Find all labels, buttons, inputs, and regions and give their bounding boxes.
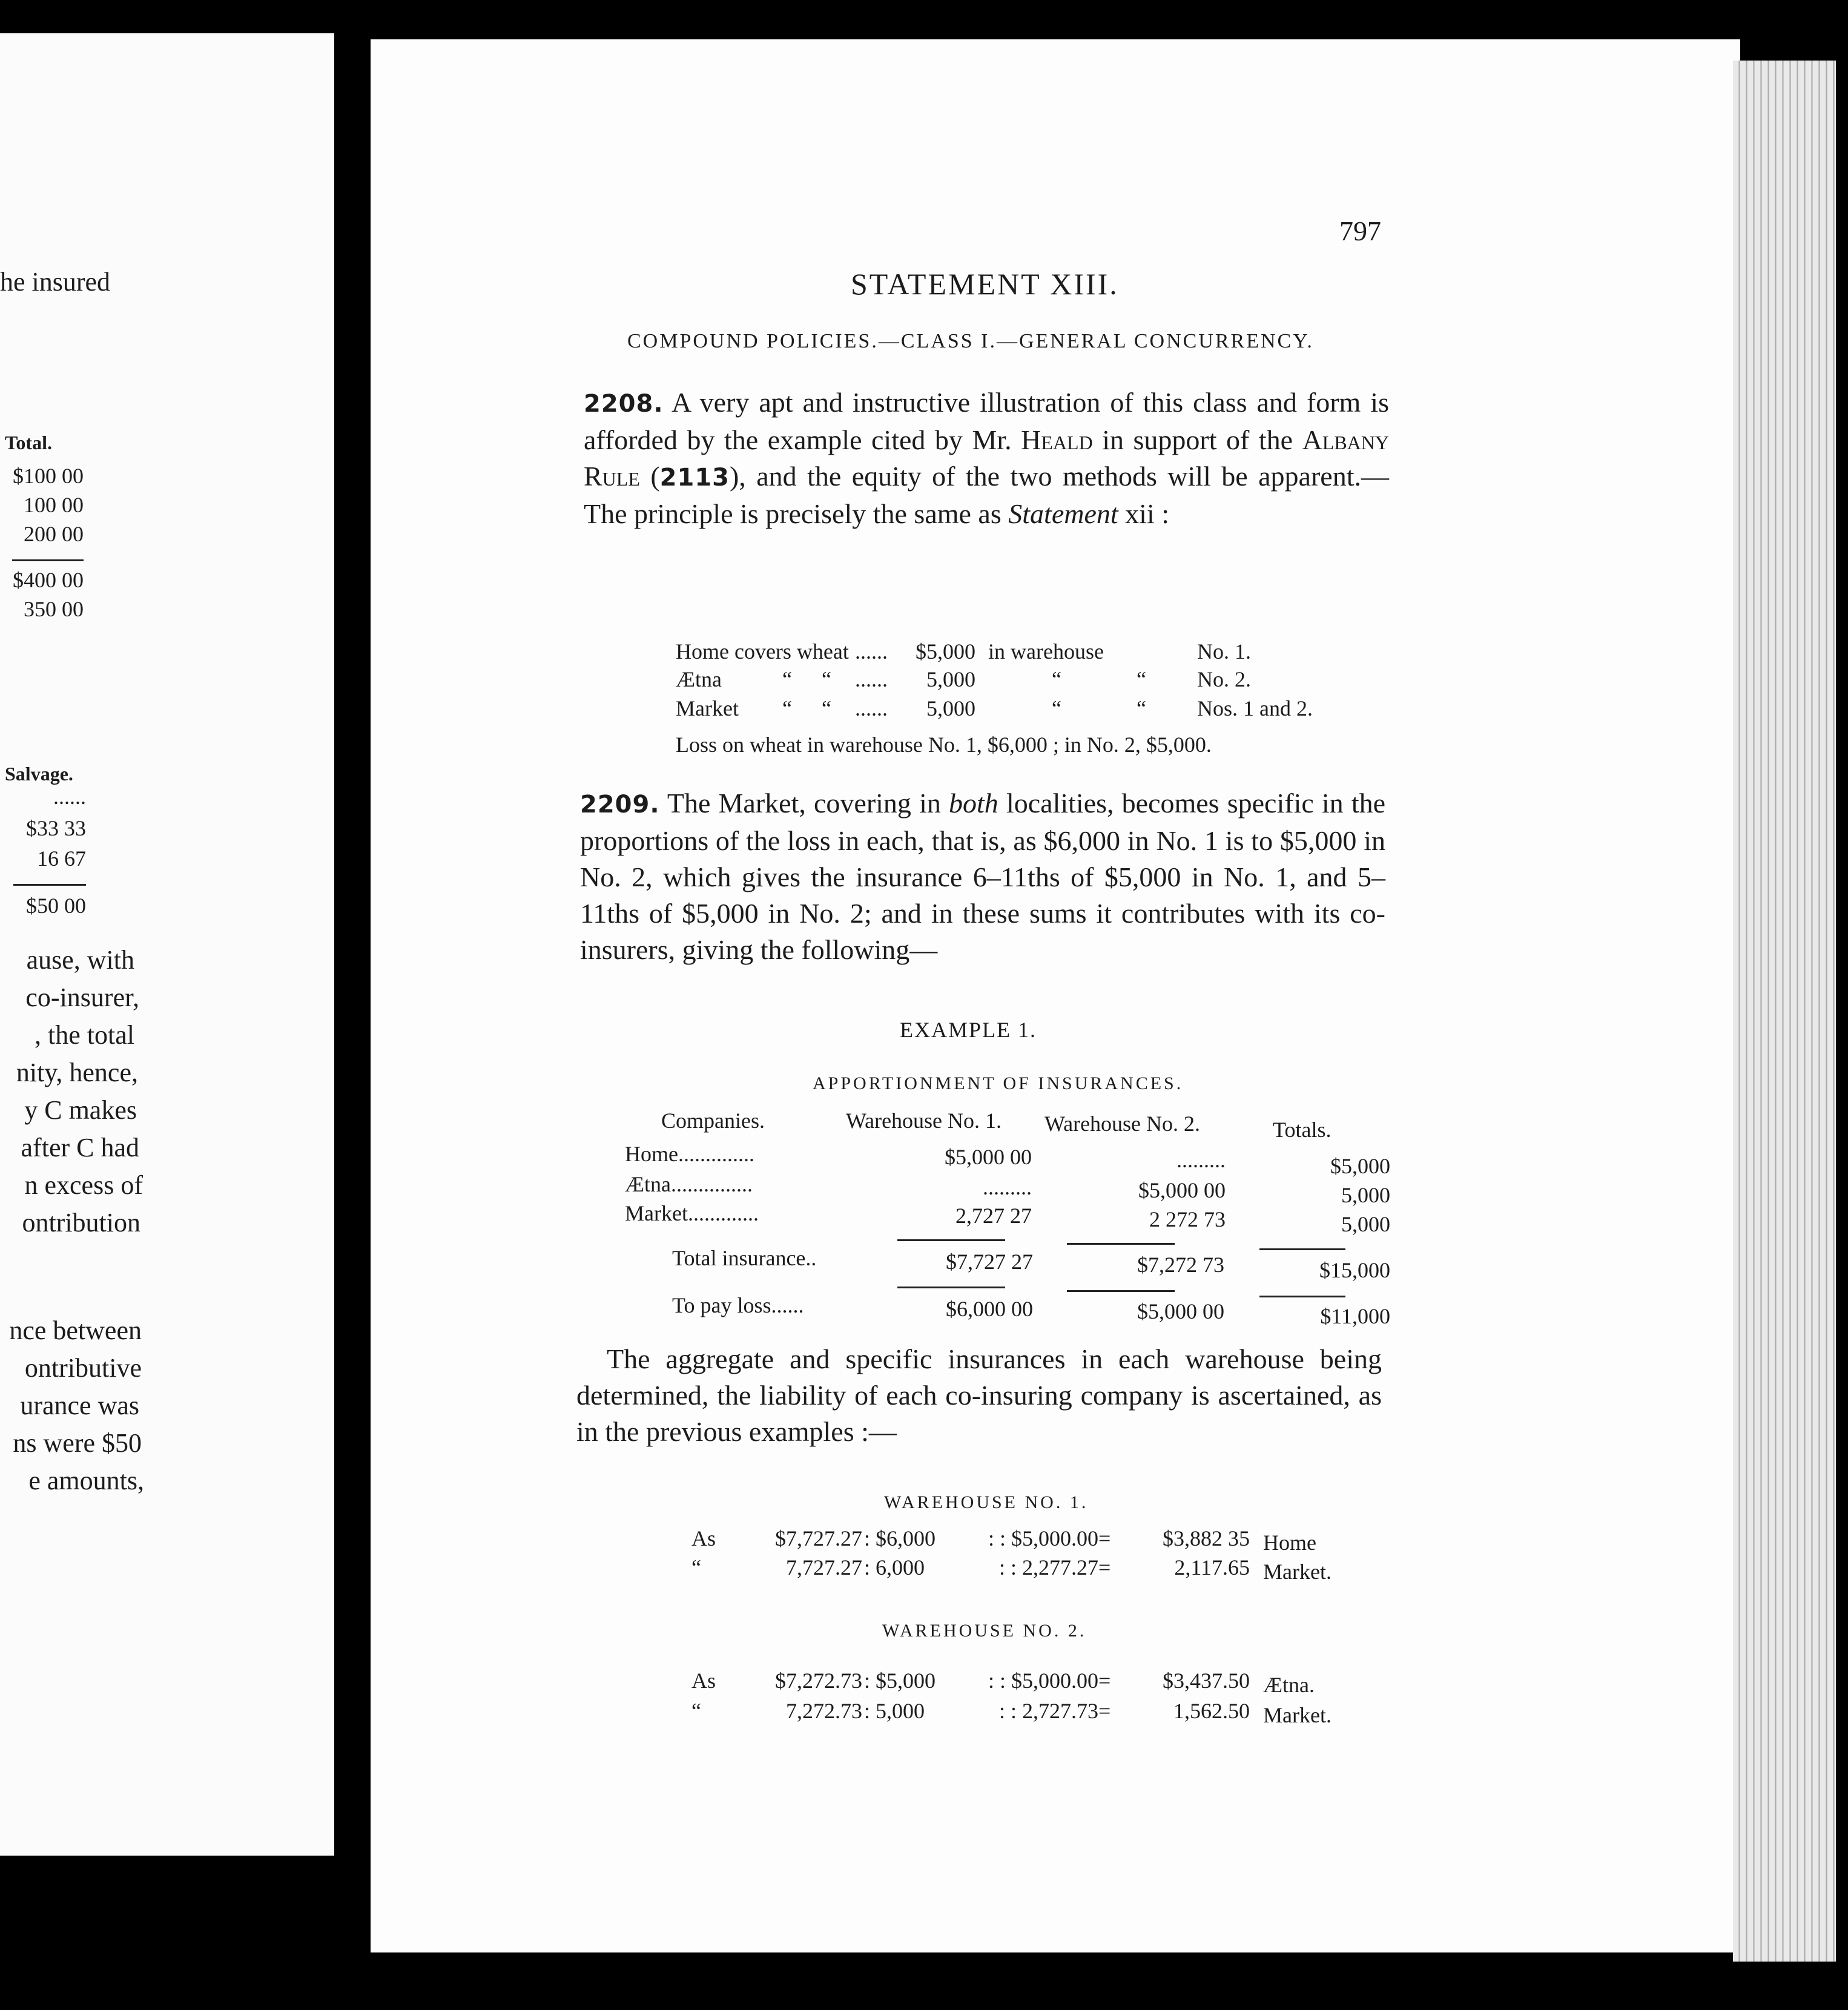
table-rule	[1067, 1243, 1175, 1245]
section-number: 2208.	[584, 390, 664, 418]
calc-term: : 6,000	[864, 1555, 925, 1580]
table-cell: .........	[1176, 1148, 1226, 1172]
calc-term: : : $5,000.00	[988, 1526, 1098, 1550]
left-para-line: , the total	[35, 1020, 134, 1050]
left-table1-rule	[12, 559, 84, 561]
calc-equals: =	[1098, 1669, 1111, 1693]
left-table2-header: Salvage.	[5, 763, 73, 785]
policy-amount: 5,000	[926, 696, 975, 720]
table-cell: 2 272 73	[1149, 1207, 1226, 1231]
calc-term: $7,727.27	[775, 1526, 862, 1550]
left-table1-total: $400 00	[13, 568, 84, 592]
left-table2-rule	[13, 884, 86, 886]
table-header: Warehouse No. 1.	[846, 1109, 1002, 1133]
author-name: Heald	[1021, 424, 1093, 455]
paragraph-2209	[580, 785, 1385, 968]
table-cell: Market.............	[625, 1201, 759, 1225]
policy-amount: 5,000	[926, 667, 975, 691]
left-table1-extra: 350 00	[24, 597, 84, 621]
calc-equals: =	[1098, 1526, 1111, 1550]
ditto-mark: “	[1052, 667, 1061, 691]
calc-result: $3,882 35	[1163, 1526, 1250, 1550]
warehouse-2-title: WAREHOUSE NO. 2.	[882, 1621, 1087, 1641]
left-table1-header: Total.	[5, 432, 52, 453]
paragraph-text: xii :	[1125, 498, 1170, 529]
calc-equals: =	[1098, 1699, 1111, 1723]
left-table2-total: $50 00	[26, 894, 86, 918]
left-para-line: ontributive	[24, 1353, 142, 1383]
left-para-line: ontribution	[22, 1208, 140, 1237]
ditto-mark: “	[782, 696, 792, 720]
table-rule	[897, 1239, 1005, 1241]
table-cell: $15,000	[1319, 1258, 1390, 1282]
table-cell: .........	[983, 1175, 1032, 1199]
example-title: EXAMPLE 1.	[900, 1018, 1037, 1042]
table-cell: $11,000	[1320, 1304, 1390, 1328]
calc-term: : 5,000	[864, 1699, 925, 1723]
calc-company: Market.	[1263, 1703, 1332, 1727]
table-cell: $5,000	[1330, 1154, 1390, 1178]
calc-company: Home	[1263, 1531, 1316, 1555]
table-title: APPORTIONMENT OF INSURANCES.	[813, 1073, 1184, 1093]
left-table1-cell: 100 00	[24, 493, 84, 517]
ditto-mark: “	[1137, 667, 1146, 691]
calc-result: 1,562.50	[1173, 1699, 1250, 1723]
ditto-mark: “	[1137, 696, 1146, 720]
calc-term: : : $5,000.00	[988, 1669, 1098, 1693]
policy-warehouse: No. 2.	[1197, 667, 1251, 691]
table-cell: Total insurance..	[672, 1246, 817, 1270]
left-para-line: ns were $50	[13, 1428, 142, 1458]
policy-amount: $5,000	[916, 639, 975, 664]
page-title: STATEMENT XIII.	[851, 267, 1119, 301]
policy-location: in warehouse	[988, 639, 1104, 664]
paragraph-text: in support of the	[1102, 424, 1293, 455]
table-header: Warehouse No. 2.	[1044, 1112, 1201, 1136]
policy-dots: ......	[855, 667, 888, 691]
left-text-line: he insured	[0, 267, 111, 297]
page-number: 797	[1339, 216, 1381, 246]
left-para-line: ause, with	[26, 945, 134, 975]
calc-company: Ætna.	[1263, 1673, 1315, 1697]
calc-result: $3,437.50	[1163, 1669, 1250, 1693]
table-cell: Ætna...............	[625, 1172, 753, 1196]
warehouse-1-title: WAREHOUSE NO. 1.	[884, 1492, 1089, 1512]
calc-term: 7,272.73	[786, 1699, 862, 1723]
table-cell: $6,000 00	[946, 1297, 1033, 1321]
paragraph-text: A very apt and instructive illustration of this class and form is afforded by the example cited by Mr.	[584, 387, 1389, 455]
emphasis: both	[949, 788, 998, 819]
calc-company: Market.	[1263, 1560, 1332, 1584]
calc-prefix: As	[691, 1526, 716, 1550]
policy-name: Ætna	[676, 667, 722, 691]
calc-result: 2,117.65	[1174, 1555, 1250, 1580]
table-header: Companies.	[661, 1109, 765, 1133]
table-cell: $5,000 00	[945, 1145, 1032, 1169]
calc-term: 7,727.27	[786, 1555, 862, 1580]
loss-statement: Loss on wheat in warehouse No. 1, $6,000 ; in No. 2, $5,000.	[676, 733, 1212, 757]
statement-ref: Statement	[1008, 498, 1118, 529]
calc-prefix: As	[691, 1669, 716, 1693]
paragraph-text: The Market, covering in	[667, 788, 941, 819]
left-para-line: n excess of	[24, 1170, 143, 1200]
page-edges	[1733, 61, 1836, 1962]
calc-term: : : 2,727.73	[998, 1699, 1098, 1723]
rule-name: Albany Rule	[584, 424, 1390, 492]
right-page	[371, 39, 1740, 1952]
table-cell: 5,000	[1341, 1183, 1390, 1207]
policy-dots: ......	[855, 639, 888, 664]
cross-reference: 2113	[659, 464, 730, 492]
paragraph-text: ), and the equity of the two methods will be apparent.—The principle is precisely the same as	[584, 461, 1389, 529]
table-cell: $5,000 00	[1137, 1299, 1224, 1323]
policy-name: Home covers wheat	[676, 639, 849, 664]
left-table2-cell: ......	[53, 785, 86, 809]
ditto-mark: “	[822, 696, 831, 720]
left-para-line: y C makes	[24, 1095, 137, 1125]
table-cell: $7,727 27	[946, 1250, 1033, 1274]
left-table1-cell: $100 00	[13, 464, 84, 488]
table-cell: $7,272 73	[1137, 1253, 1224, 1277]
table-rule	[1067, 1290, 1175, 1292]
calc-term: : $5,000	[864, 1669, 936, 1693]
left-para-line: nity, hence,	[16, 1058, 138, 1087]
table-cell: 2,727 27	[955, 1204, 1032, 1228]
left-table1-cell: 200 00	[24, 522, 84, 546]
ditto-mark: “	[1052, 696, 1061, 720]
calc-term: : : 2,277.27	[998, 1555, 1098, 1580]
policy-name: Market	[676, 696, 739, 720]
policy-warehouse: No. 1.	[1197, 639, 1251, 664]
section-subtitle: COMPOUND POLICIES.—CLASS I.—GENERAL CONCURRENCY.	[627, 330, 1314, 352]
calc-prefix: “	[691, 1555, 701, 1580]
calc-equals: =	[1098, 1555, 1111, 1580]
left-para-line: nce between	[9, 1316, 142, 1345]
policy-warehouse: Nos. 1 and 2.	[1197, 696, 1313, 720]
table-cell: 5,000	[1341, 1212, 1390, 1236]
policy-dots: ......	[855, 696, 888, 720]
calc-prefix: “	[691, 1699, 701, 1723]
left-table2-cell: 16 67	[37, 846, 86, 871]
table-cell: Home..............	[625, 1142, 754, 1166]
table-rule	[1259, 1296, 1345, 1297]
table-rule	[897, 1287, 1005, 1288]
table-rule	[1259, 1248, 1345, 1250]
calc-term: $7,272.73	[775, 1669, 862, 1693]
table-header: Totals.	[1273, 1118, 1332, 1142]
ditto-mark: “	[782, 667, 792, 691]
left-para-line: after C had	[21, 1133, 139, 1162]
ditto-mark: “	[822, 667, 831, 691]
paragraph-liability: The aggregate and specific insurances in each warehouse being determined, the liability of each co-insuring company is ascertained, as in the previous examples :—	[576, 1343, 1382, 1447]
left-table2-cell: $33 33	[26, 816, 86, 840]
left-page	[0, 33, 334, 1856]
left-para-line: co-insurer,	[25, 983, 139, 1012]
left-para-line: urance was	[20, 1391, 139, 1420]
table-cell: To pay loss......	[672, 1293, 804, 1317]
calc-term: : $6,000	[864, 1526, 936, 1550]
left-para-line: e amounts,	[28, 1466, 144, 1495]
paragraph-text: localities, becomes specific in the proportions of the loss in each, that is, as $6,000 in No. 1 is to $5,000 in No. 2, which gives the insurance 6–11ths of $5,000 in No. 1, and 5–11ths of $5,000 in No. 2; and in these sums it contributes with its co-insurers, giving the following—	[580, 788, 1386, 965]
section-number: 2209.	[580, 791, 660, 819]
paragraph-2208: 2208. A very apt and instructive illustration of this class and form is afforded by the example cited by Mr. Heald in support of the Albany Rule (2113), and the equity of the two methods will be apparent.—The principle is precisely the same as Statement xii :	[584, 387, 1390, 529]
table-cell: $5,000 00	[1138, 1178, 1226, 1202]
